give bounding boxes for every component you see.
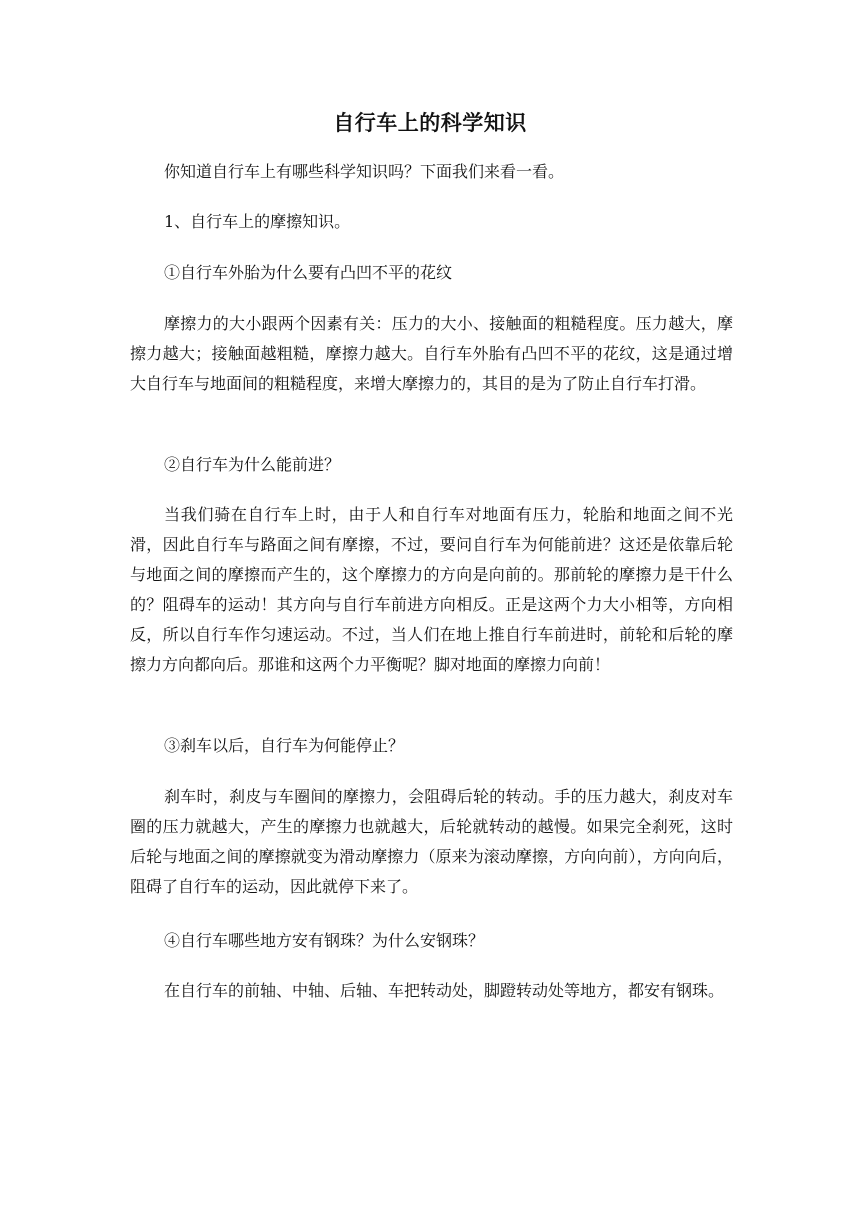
document-title: 自行车上的科学知识 bbox=[333, 110, 527, 135]
question-braking: ③刹车以后，自行车为何能停止？ bbox=[164, 736, 405, 755]
answer-braking: 刹车时，刹皮与车圈间的摩擦力，会阻碍后轮的转动。手的压力越大，刹皮对车圈的压力就越大，产生的摩擦力也就越大，后轮就转动的越慢。如果完全刹死，这时后轮与地面之间的摩擦就变为滑动摩擦力（原来为滚动摩擦，方向向前），方向向后，阻碍了自行车的运动，因此就停下来了。 bbox=[130, 787, 733, 896]
answer-tire-pattern: 摩擦力的大小跟两个因素有关：压力的大小、接触面的粗糙程度。压力越大，摩擦力越大；接触面越粗糙，摩擦力越大。自行车外胎有凸凹不平的花纹，这是通过增大自行车与地面间的粗糙程度，来增大摩擦力的，其目的是为了防止自行车打滑。 bbox=[130, 314, 733, 393]
question-forward-motion: ②自行车为什么能前进？ bbox=[164, 455, 341, 474]
intro-paragraph: 你知道自行车上有哪些科学知识吗？下面我们来看一看。 bbox=[164, 162, 565, 181]
question-steel-balls: ④自行车哪些地方安有钢珠？为什么安钢珠？ bbox=[164, 931, 485, 950]
answer-steel-balls: 在自行车的前轴、中轴、后轴、车把转动处，脚蹬转动处等地方，都安有钢珠。 bbox=[164, 981, 725, 1000]
answer-forward-motion: 当我们骑在自行车上时，由于人和自行车对地面有压力，轮胎和地面之间不光滑，因此自行车与路面之间有摩擦，不过，要问自行车为何能前进？这还是依靠后轮与地面之间的摩擦而产生的，这个摩擦力的方向是向前的。那前轮的摩擦力是干什么的？阻碍车的运动！其方向与自行车前进方向相反。正是这两个力大小相等，方向相反，所以自行车作匀速运动。不过，当人们在地上推自行车前进时，前轮和后轮的摩擦力方向都向后。那谁和这两个力平衡呢？脚对地面的摩擦力向前！ bbox=[130, 505, 733, 674]
section-heading-friction: 1、自行车上的摩擦知识。 bbox=[164, 212, 351, 231]
question-tire-pattern: ①自行车外胎为什么要有凸凹不平的花纹 bbox=[164, 263, 453, 282]
